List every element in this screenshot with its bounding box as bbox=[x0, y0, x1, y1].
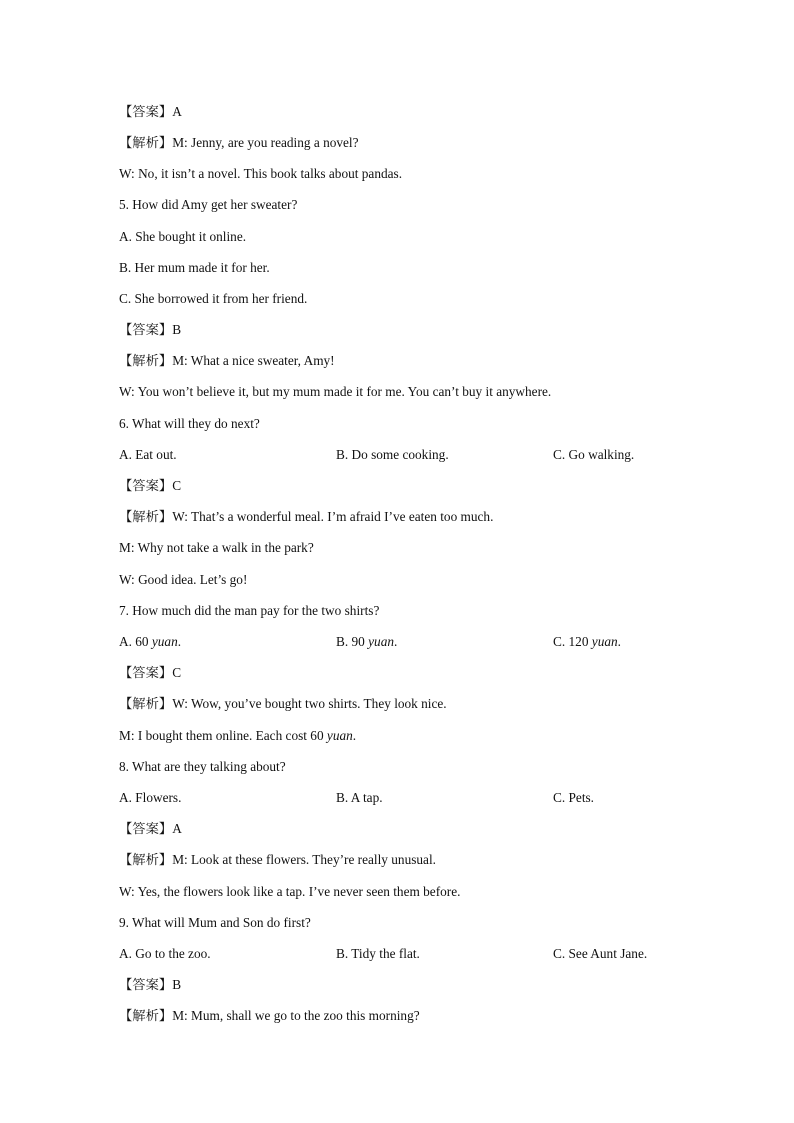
question-text: 9. What will Mum and Son do first? bbox=[119, 915, 311, 930]
answer-line bbox=[119, 976, 181, 994]
option-a: A. 60 yuan. bbox=[119, 634, 182, 649]
answer-value: A bbox=[172, 104, 182, 119]
analysis-text: W: Wow, you’ve bought two shirts. They look nice. bbox=[172, 696, 447, 711]
analysis-label: 【解析】 bbox=[119, 1008, 173, 1023]
question-text: 6. What will they do next? bbox=[119, 416, 260, 431]
question-text: 5. How did Amy get her sweater? bbox=[119, 197, 298, 212]
analysis-label: 【解析】 bbox=[119, 353, 173, 368]
answer-label: 【答案】 bbox=[119, 104, 173, 119]
answer-value: C bbox=[172, 665, 182, 680]
option-a: A. She bought it online. bbox=[119, 229, 247, 244]
answer-line bbox=[119, 321, 181, 339]
option-c: C. Go walking. bbox=[553, 447, 635, 462]
answer-line bbox=[119, 820, 182, 838]
question-text: 8. What are they talking about? bbox=[119, 759, 286, 774]
analysis-label: 【解析】 bbox=[119, 696, 173, 711]
dialogue-line: W: Yes, the flowers look like a tap. I’ve never seen them before. bbox=[119, 884, 461, 899]
option-c: C. She borrowed it from her friend. bbox=[119, 291, 308, 306]
analysis-label: 【解析】 bbox=[119, 135, 173, 150]
answer-label: 【答案】 bbox=[119, 322, 173, 337]
answer-value: C bbox=[172, 478, 182, 493]
analysis-line bbox=[119, 1007, 420, 1025]
answer-line bbox=[119, 103, 182, 121]
answer-value: B bbox=[172, 322, 182, 337]
dialogue-line: W: You won’t believe it, but my mum made it for me. You can’t buy it anywhere. bbox=[119, 384, 552, 399]
analysis-label: 【解析】 bbox=[119, 852, 173, 867]
option-a: A. Go to the zoo. bbox=[119, 946, 211, 961]
dialogue-line: W: Good idea. Let’s go! bbox=[119, 572, 248, 587]
analysis-text: M: Look at these flowers. They’re really unusual. bbox=[172, 852, 436, 867]
analysis-line bbox=[119, 508, 493, 526]
answer-line bbox=[119, 477, 181, 495]
analysis-line bbox=[119, 134, 359, 152]
analysis-text: W: That’s a wonderful meal. I’m afraid I’ve eaten too much. bbox=[172, 509, 494, 524]
answer-label: 【答案】 bbox=[119, 821, 173, 836]
answer-value: B bbox=[172, 977, 182, 992]
option-c: C. 120 yuan. bbox=[553, 634, 621, 649]
option-b: B. 90 yuan. bbox=[336, 634, 398, 649]
answer-line bbox=[119, 664, 181, 682]
answer-label: 【答案】 bbox=[119, 478, 173, 493]
dialogue-line: M: Why not take a walk in the park? bbox=[119, 540, 314, 555]
option-a: A. Flowers. bbox=[119, 790, 182, 805]
option-a: A. Eat out. bbox=[119, 447, 177, 462]
option-b: B. Her mum made it for her. bbox=[119, 260, 270, 275]
option-b: B. A tap. bbox=[336, 790, 383, 805]
analysis-line bbox=[119, 695, 447, 713]
option-b: B. Do some cooking. bbox=[336, 447, 449, 462]
analysis-text: M: Mum, shall we go to the zoo this morning? bbox=[172, 1008, 420, 1023]
option-c: C. See Aunt Jane. bbox=[553, 946, 648, 961]
analysis-line bbox=[119, 352, 335, 370]
analysis-line bbox=[119, 851, 436, 869]
answer-label: 【答案】 bbox=[119, 977, 173, 992]
answer-label: 【答案】 bbox=[119, 665, 173, 680]
analysis-text: M: What a nice sweater, Amy! bbox=[172, 353, 335, 368]
question-text: 7. How much did the man pay for the two shirts? bbox=[119, 603, 380, 618]
analysis-label: 【解析】 bbox=[119, 509, 173, 524]
analysis-text: M: Jenny, are you reading a novel? bbox=[172, 135, 359, 150]
dialogue-line: M: I bought them online. Each cost 60 yuan. bbox=[119, 728, 357, 743]
option-c: C. Pets. bbox=[553, 790, 595, 805]
answer-value: A bbox=[172, 821, 182, 836]
option-b: B. Tidy the flat. bbox=[336, 946, 420, 961]
dialogue-line: W: No, it isn’t a novel. This book talks about pandas. bbox=[119, 166, 403, 181]
